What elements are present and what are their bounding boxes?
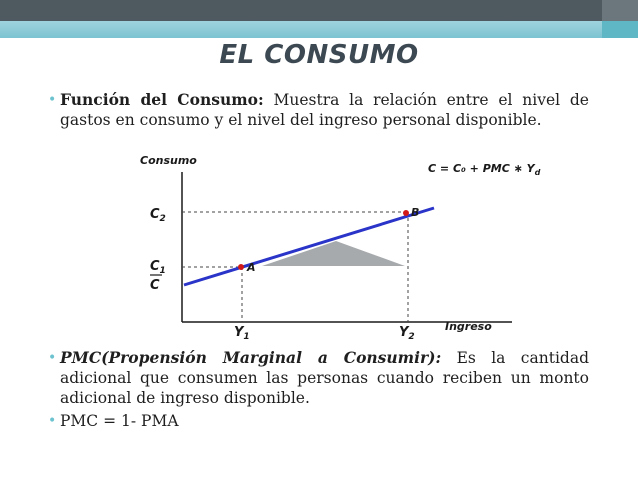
equation-main: C = C₀ + PMC ∗ Y (428, 162, 535, 175)
bullet-consumption-function (48, 90, 589, 130)
equation-sub: d (534, 168, 541, 177)
x-axis-label: Ingreso (445, 320, 492, 333)
point-a-marker (238, 264, 244, 270)
consumption-diagram (140, 150, 578, 340)
consumption-diagram-svg (140, 150, 578, 340)
y-axis-label: Consumo (140, 154, 197, 167)
point-b-marker (403, 210, 409, 216)
top-bar (0, 0, 638, 21)
bullet-lead: Función del Consumo: (60, 90, 264, 109)
c1-label: $C_1$ (150, 259, 166, 276)
bullet-dot-icon: • (48, 92, 57, 108)
point-b-label: B (411, 206, 420, 219)
header-strip (0, 21, 638, 38)
header-strip-accent (602, 21, 638, 38)
bullet-dot-icon: • (48, 350, 57, 366)
bullet-text: PMC = 1- PMA (60, 412, 179, 430)
point-a-label: A (247, 261, 256, 274)
bullet-text: Muestra la relación entre el nivel de gastos en consumo y el nivel del ingreso personal disponible. (60, 91, 589, 129)
slide-title: EL CONSUMO (219, 40, 419, 70)
consumption-line (184, 208, 434, 285)
top-bar-accent (602, 0, 638, 21)
c2-label: $C_2$ (150, 207, 166, 224)
cbar-label: C (150, 278, 160, 293)
bullet-lead: PMC(Propensión Marginal a Consumir): (60, 348, 442, 367)
y1-label: $Y_1$ (234, 325, 250, 340)
equation (428, 162, 541, 177)
bullet-dot-icon: • (48, 413, 57, 429)
bullet-pmc-definition (48, 348, 589, 408)
bullet-text: Es la cantidad adicional que consumen las personas cuando reciben un monto adicional de ingreso disponible. (60, 349, 589, 407)
y2-label: $Y_2$ (399, 325, 415, 340)
bullet-pmc-formula (48, 411, 589, 431)
